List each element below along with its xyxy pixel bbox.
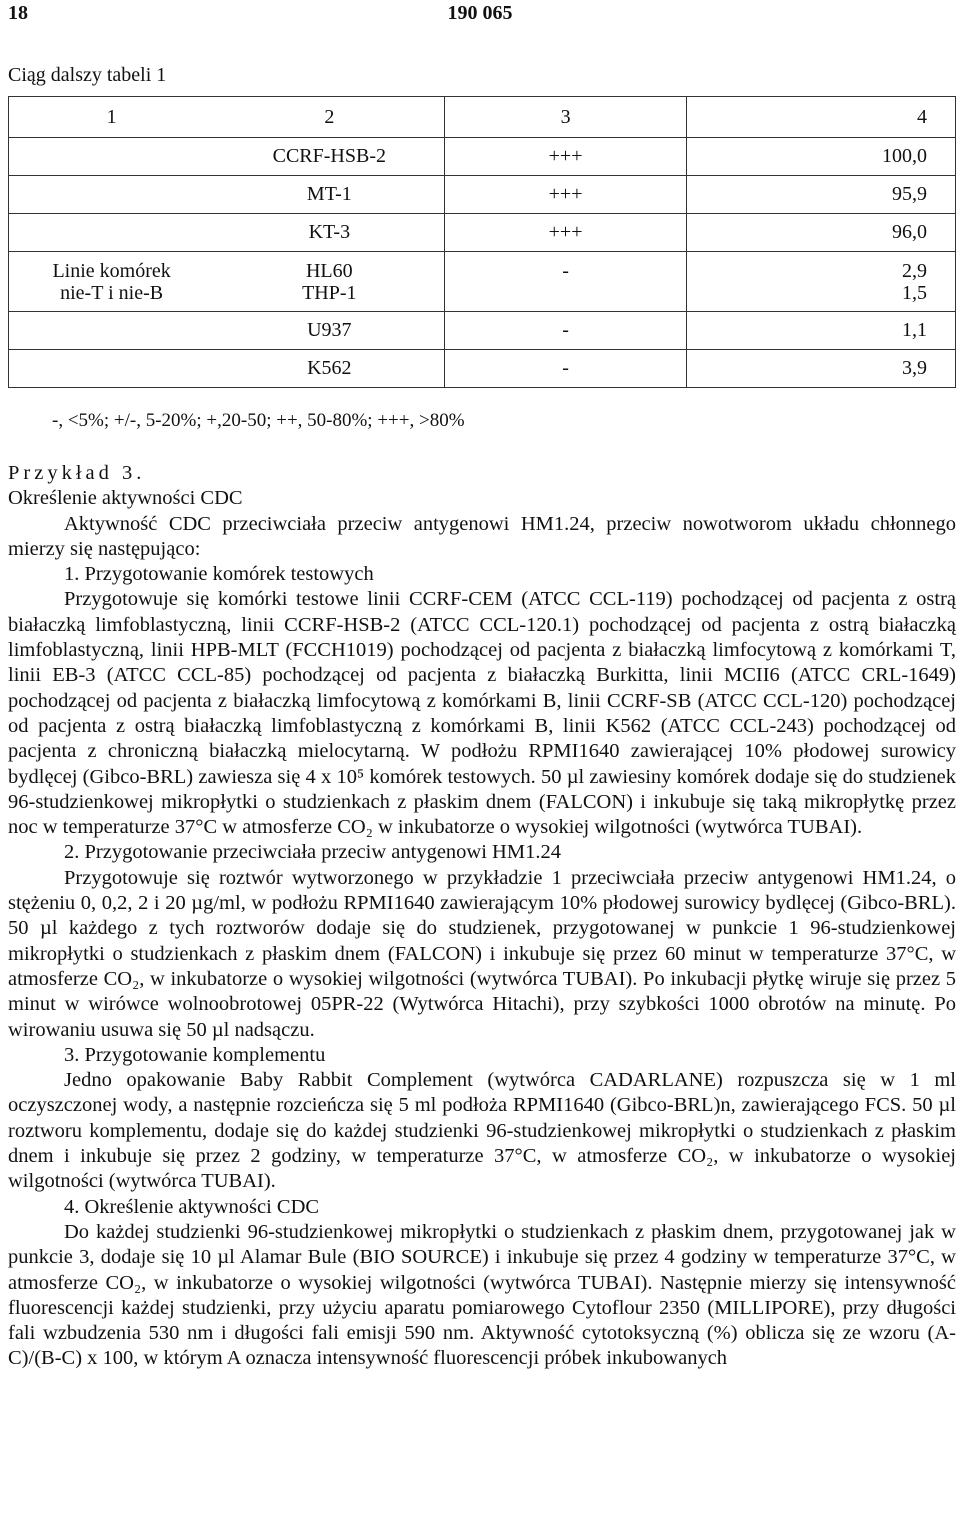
table-cell xyxy=(445,252,686,312)
table-cell: MT-1 xyxy=(214,176,445,214)
table-cell xyxy=(9,138,215,176)
table-row xyxy=(9,350,956,388)
table-header-row xyxy=(9,97,956,138)
cell-marker-thp1 xyxy=(455,282,675,304)
cell-line-hl60: HL60 xyxy=(305,259,353,282)
table-cell: KT-3 xyxy=(214,214,445,252)
table-cell xyxy=(686,252,955,312)
document-number: 190 065 xyxy=(447,2,513,24)
table-cell: +++ xyxy=(445,176,686,214)
section-heading: 1. Przygotowanie komórek testowych xyxy=(64,563,374,586)
table-cell xyxy=(9,214,215,252)
row-group-label-line-1: Linie komórek xyxy=(52,259,171,282)
column-header-1: 1 xyxy=(9,97,215,138)
section-heading: 4. Określenie aktywności CDC xyxy=(64,1195,320,1218)
table-cell: 3,9 xyxy=(686,350,955,388)
section-text: Jedno opakowanie Baby Rabbit Complement (wytwórca CADARLANE) rozpuszcza się w 1 ml oczyszczonej wody, a następnie rozcieńcza się 5 ml podłoża RPMI1640 (Gibco-BRL)n, zawierającego FCS. 50 µl roztworu komplementu, dodaje się do każdej studzienki 96-studzienkowej mikropłytki o studzienkach z płaskim dnem i inkubuje się przez 2 godziny, w temperaturze 37°C, w atmosferze CO₂, w inkubatorze o wysokiej wilgotności (wytwórca TUBAI). xyxy=(8,1069,956,1193)
table-row xyxy=(9,312,956,350)
section-text: Przygotowuje się komórki testowe linii CCRF-CEM (ATCC CCL-119) pochodzącej od pacjenta z ostrą białaczką limfoblastyczną, linii CCRF-HSB-2 (ATCC CCL-120.1) pochodzącej od pacjenta z ostrą białaczką limfoblastyczną, linii HPB-MLT (FCCH1019) pochodzącej od pacjenta z białaczką limfocytową z komórkami T, linii EB-3 (ATCC CCL-85) pochodzącej od pacjenta z białaczką Burkitta, linii MCII6 (ATCC CRL-1649) pochodzącej od pacjenta z białaczką limfocytową z komórkami B, linii CCRF-SB (ATCC CCL-120) pochodzącej od pacjenta z ostrą białaczką limfoblastyczną z komórkami B, linii K562 (ATCC CCL-243) pochodzącej od pacjenta z chroniczną białaczką mielocytarną. W podłożu RPMI1640 zawierającej 10% płodowej surowicy bydlęcej (Gibco-BRL) zawiesza się 4 x 10⁵ komórek testowych. 50 µl zawiesiny komórek dodaje się do studzienek 96-studzienkowej mikropłytki o studzienkach z płaskim dnem (FALCON) i inkubuje się taką mikropłytkę przez noc w temperaturze 37°C w atmosferze CO₂ w inkubatorze o wysokiej wilgotności (wytwórca TUBAI). xyxy=(8,588,956,839)
table-cell: K562 xyxy=(214,350,445,388)
column-header-4: 4 xyxy=(686,97,955,138)
table-cell xyxy=(214,252,445,312)
example-title: Przykład 3. xyxy=(8,462,146,484)
table-cell: 100,0 xyxy=(686,138,955,176)
table-cell: CCRF-HSB-2 xyxy=(214,138,445,176)
table-caption: Ciąg dalszy tabeli 1 xyxy=(8,64,167,86)
table-cell xyxy=(9,312,215,350)
table-row xyxy=(9,138,956,176)
table-row xyxy=(9,252,956,312)
example-subtitle: Określenie aktywności CDC xyxy=(8,487,243,510)
table-cell: +++ xyxy=(445,138,686,176)
page-number: 18 xyxy=(8,2,28,24)
row-group-label-line-2: nie-T i nie-B xyxy=(60,281,164,304)
table-cell: 1,1 xyxy=(686,312,955,350)
section-heading: 2. Przygotowanie przeciwciała przeciw antygenowi HM1.24 xyxy=(64,841,561,864)
column-header-2: 2 xyxy=(214,97,445,138)
table-cell: +++ xyxy=(445,214,686,252)
cell-marker-hl60: - xyxy=(562,259,569,282)
table-row xyxy=(9,214,956,252)
document-body xyxy=(8,461,956,1372)
table-cell xyxy=(9,252,215,312)
table-legend: -, <5%; +/-, 5-20%; +,20-50; ++, 50-80%; +++, >80% xyxy=(52,410,465,431)
cell-value-hl60: 2,9 xyxy=(902,259,927,282)
table-cell: U937 xyxy=(214,312,445,350)
table-cell: 96,0 xyxy=(686,214,955,252)
table-cell: - xyxy=(445,350,686,388)
column-header-3: 3 xyxy=(445,97,686,138)
cell-value-thp1: 1,5 xyxy=(902,281,927,304)
table-cell: - xyxy=(445,312,686,350)
table-cell: 95,9 xyxy=(686,176,955,214)
section-heading: 3. Przygotowanie komplementu xyxy=(64,1043,326,1066)
table-cell xyxy=(9,350,215,388)
table-row xyxy=(9,176,956,214)
cell-line-thp1: THP-1 xyxy=(302,281,357,304)
example-intro: Aktywność CDC przeciwciała przeciw antygenowi HM1.24, przeciw nowotworom układu chłonnego mierzy się następująco: xyxy=(8,512,956,560)
table-cell xyxy=(9,176,215,214)
section-text: Przygotowuje się roztwór wytworzonego w przykładzie 1 przeciwciała przeciw antygenowi HM1.24, o stężeniu 0, 0,2, 2 i 20 µg/ml, w podłożu RPMI1640 zawierającym 10% płodowej surowicy bydlęcej (Gibco-BRL). 50 µl każdego z tych roztworów dodaje się do studzienek, przygotowanej w punkcie 1 96-studzienkowej mikropłytki o studzienkach z płaskim dnem (FALCON) i inkubuje się przez 60 minut w temperaturze 37°C, w atmosferze CO₂, w inkubatorze o wysokiej wilgotności (wytwórca TUBAI). Po inkubacji płytkę wiruje się przez 5 minut w wirówce wolnoobrotowej 05PR-22 (Wytwórca Hitachi), przy szybkości 1000 obrotów na minutę. Po wirowaniu usuwa się 50 µl nadsączu. xyxy=(8,866,956,1041)
results-table xyxy=(8,96,956,388)
section-text: Do każdej studzienki 96-studzienkowej mikropłytki o studzienkach z płaskim dnem, przygotowanej jak w punkcie 3, dodaje się 10 µl Alamar Bule (BIO SOURCE) i inkubuje się przez 4 godziny w temperaturze 37°C, w atmosferze CO₂, w inkubatorze o wysokiej wilgotności (wytwórca TUBAI). Następnie mierzy się intensywność fluorescencji każdej studzienki, przy użyciu aparatu pomiarowego Cytoflour 2350 (MILLIPORE), przy długości fali wzbudzenia 530 nm i długości fali emisji 590 nm. Aktywność cytotoksyczną (%) oblicza się ze wzoru (A-C)/(B-C) x 100, w którym A oznacza intensywność fluorescencji próbek inkubowanych xyxy=(8,1220,956,1370)
